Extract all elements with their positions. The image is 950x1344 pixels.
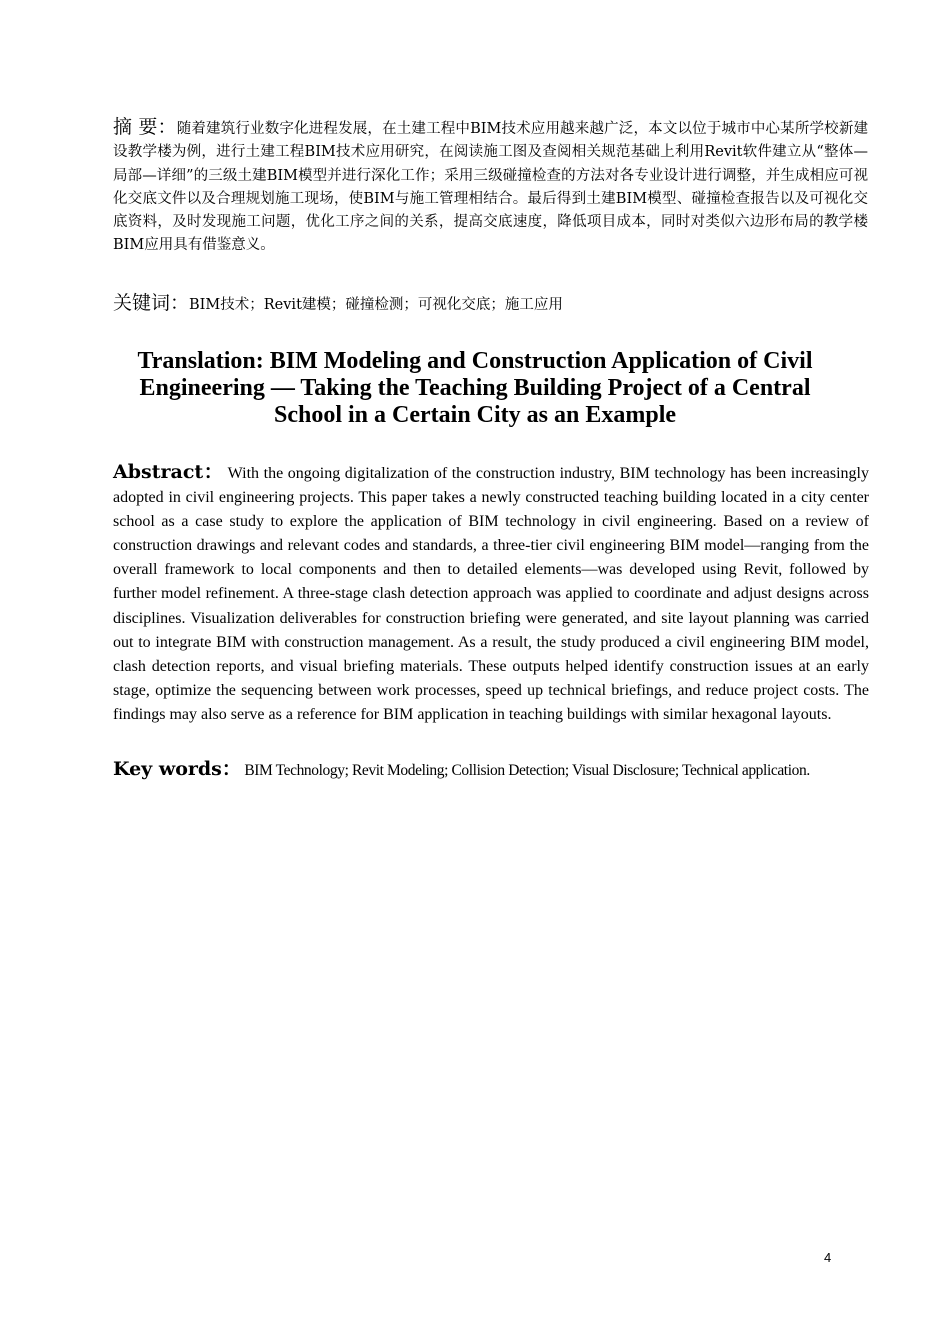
- english-title: Translation: BIM Modeling and Construction Application of Civil Engineering — Taking the Teaching Building Project of a Central School in a Certain City as an Example: [137, 348, 813, 428]
- chinese-abstract-text: 随着建筑行业数字化进程发展，在土建工程中BIM技术应用越来越广泛，本文以位于城市中心某所学校新建设教学楼为例，进行土建工程BIM技术应用研究，在阅读施工图及查阅相关规范基础上利用Revit软件建立从“整体—局部—详细”的三级土建BIM模型并进行深化工作；采用三级碰撞检查的方法对各专业设计进行调整，并生成相应可视化交底文件以及合理规划施工现场，使BIM与施工管理相结合。最后得到土建BIM模型、碰撞检查报告以及可视化交底资料，及时发现施工问题，优化工序之间的关系，提高交底速度，降低项目成本，同时对类似六边形布局的教学楼BIM应用具有借鉴意义。: [113, 121, 868, 254]
- english-abstract-text: With the ongoing digitalization of the construction industry, BIM technology has been increasingly adopted in civil engineering projects. This paper takes a newly constructed teaching building located in a city center school as a case study to explore the application of BIM technology in civil engineering. Based on a review of construction drawings and relevant codes and standards, a three-tier civil engineering BIM model—ranging from the overall framework to local components and then to detailed elements—was developed using Revit, followed by further model refinement. A three-stage clash detection approach was applied to coordinate and adjust designs across disciplines. Visualization deliverables for construction briefing were generated, and site layout planning was carried out to integrate BIM with construction management. As a result, the study produced a civil engineering BIM model, clash detection reports, and visual briefing materials. These outputs helped identify construction issues at an early stage, optimize the sequencing between work processes, speed up technical briefings, and reduce project costs. The findings may also serve as a reference for BIM application in teaching buildings with similar hexagonal layouts.: [113, 465, 869, 723]
- chinese-keywords-label: 关键词：: [113, 292, 190, 314]
- chinese-keywords-text: BIM技术；Revit建模；碰撞检测；可视化交底；施工应用: [189, 297, 563, 313]
- english-abstract-label: Abstract：: [113, 461, 224, 483]
- english-abstract: [113, 460, 869, 727]
- chinese-abstract: [113, 116, 868, 258]
- page-number: 4: [824, 1250, 832, 1265]
- english-keywords-text: BIM Technology; Revit Modeling; Collision Detection; Visual Disclosure; Technical application.: [244, 762, 810, 779]
- chinese-abstract-label: 摘 要：: [113, 116, 177, 138]
- chinese-keywords: [113, 290, 868, 318]
- english-keywords-label: Key words：: [113, 758, 241, 780]
- english-keywords: [113, 756, 869, 784]
